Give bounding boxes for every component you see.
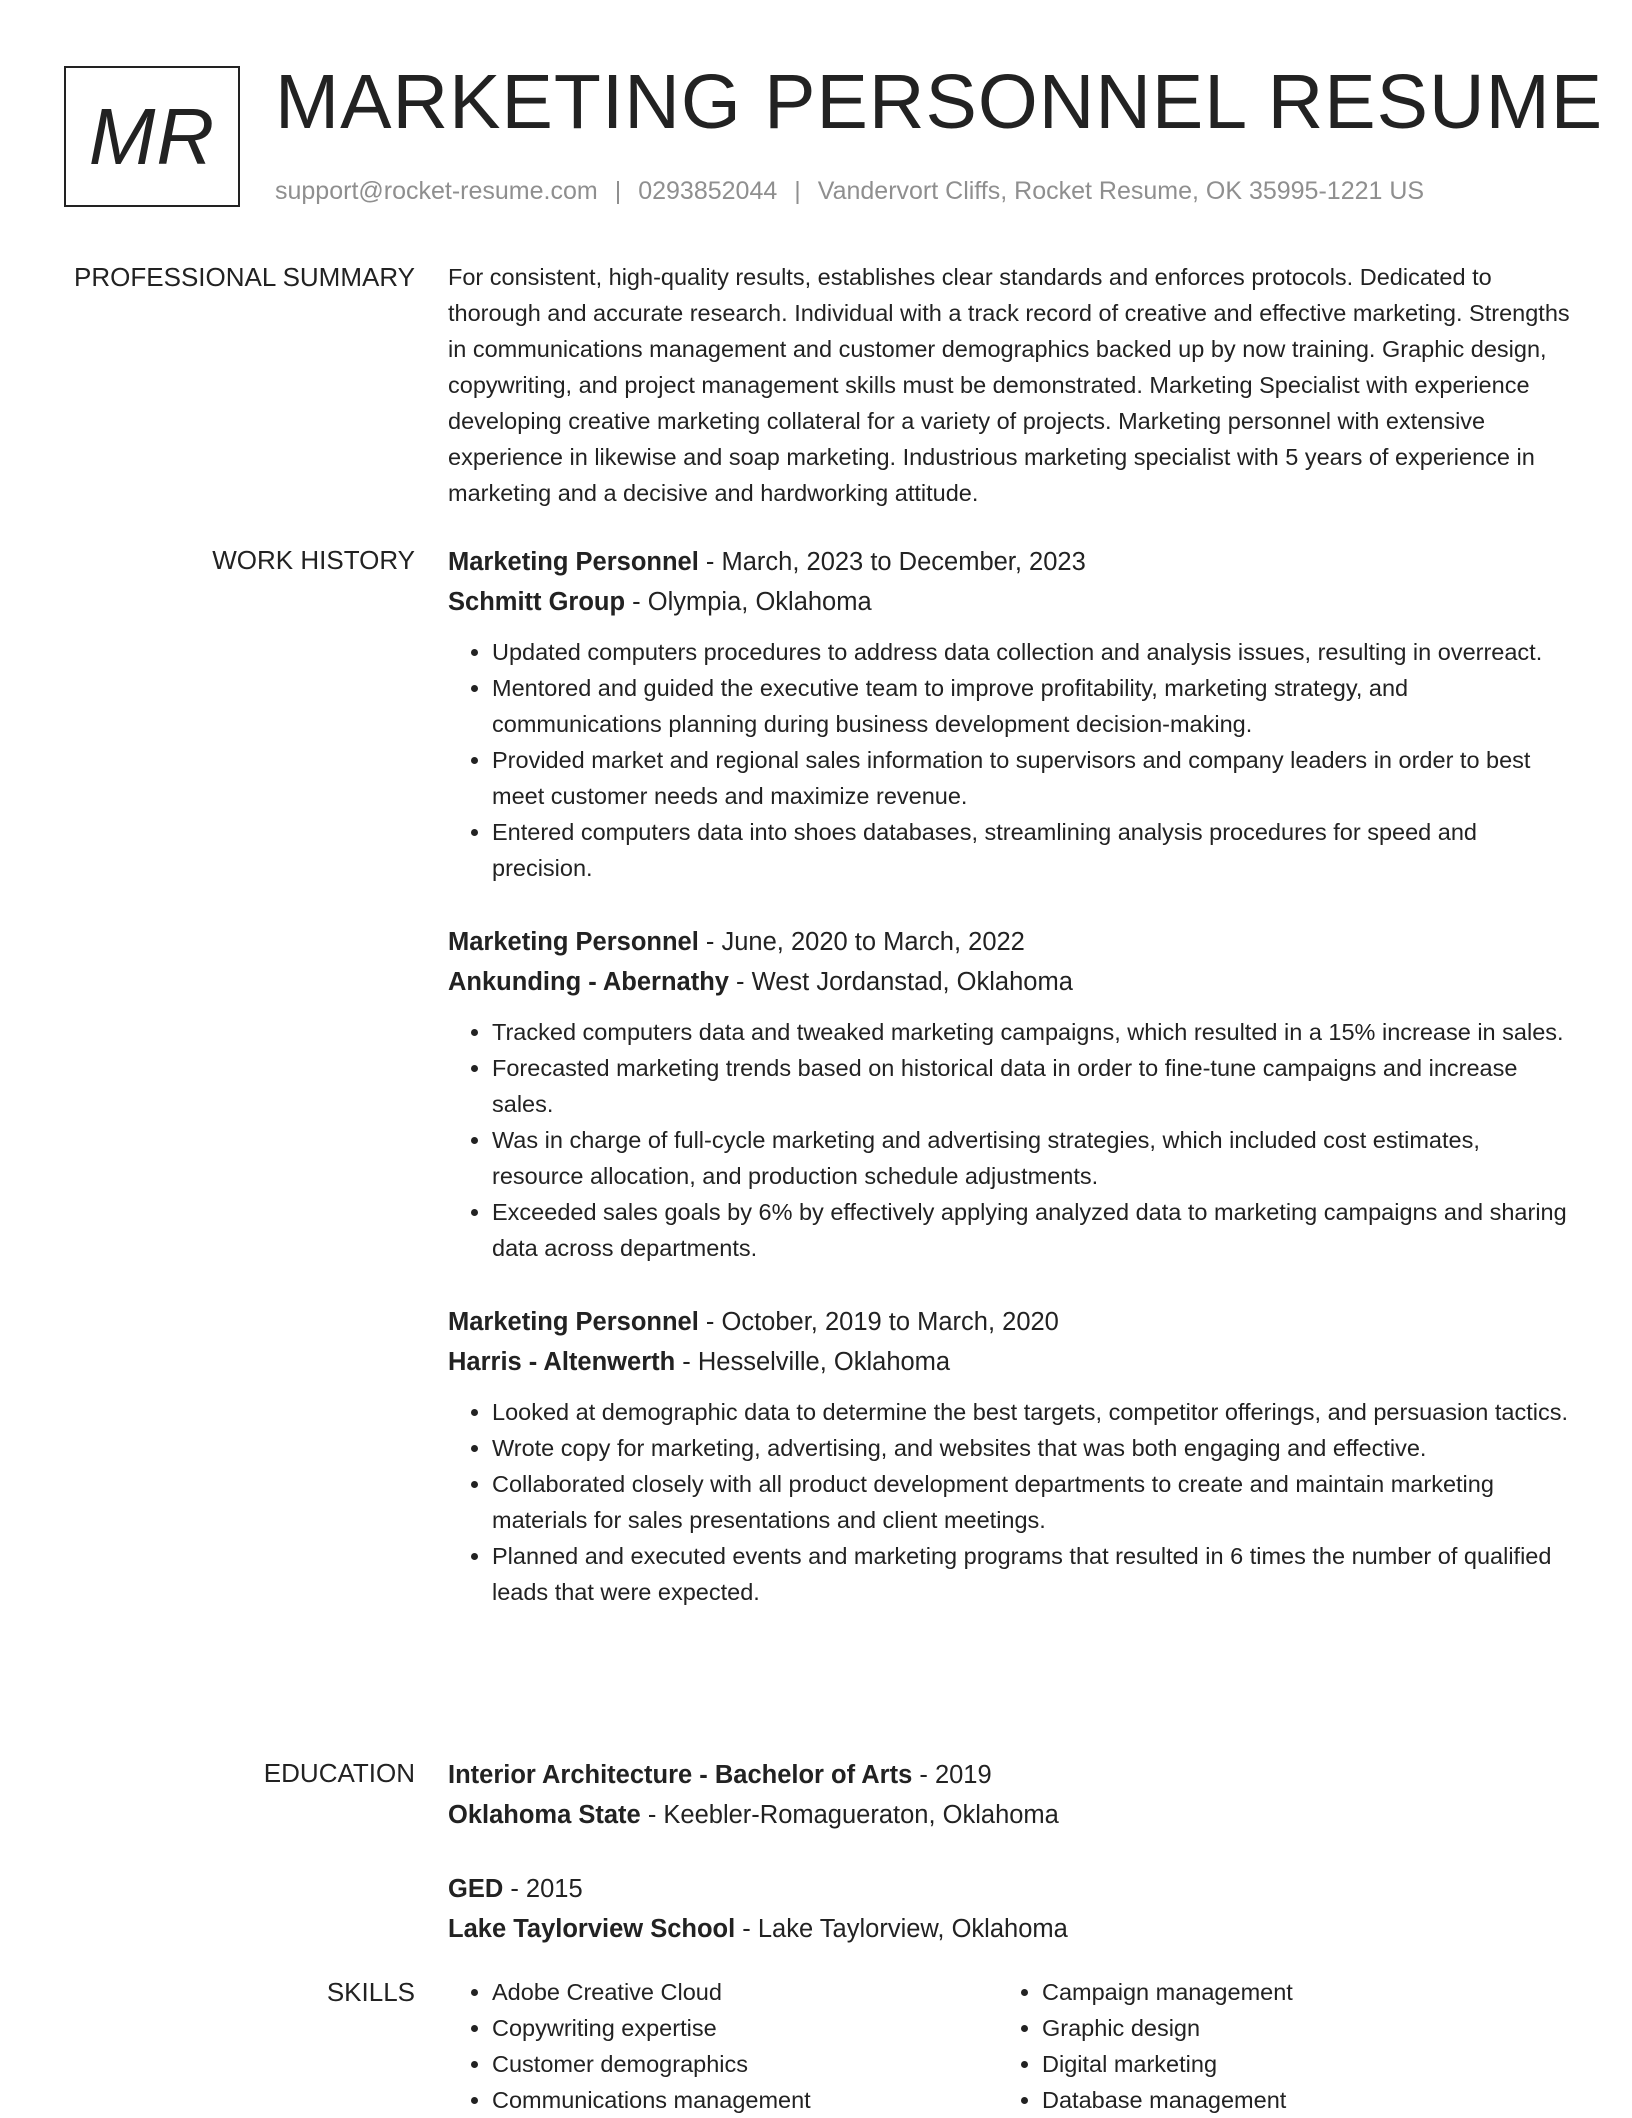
summary-body: [448, 259, 1573, 511]
contact-phone: 0293852044: [638, 177, 778, 205]
section-label-skills: SKILLS: [326, 1977, 415, 2007]
job-entry: [448, 542, 1573, 886]
job-title: Marketing Personnel: [448, 548, 699, 576]
job-company: Schmitt Group: [448, 588, 626, 616]
skill-item: • Digital marketing: [1042, 2046, 1548, 2082]
skills-column-right: [998, 1974, 1548, 2118]
job-bullets: [448, 1014, 1573, 1266]
job-bullet: • Provided market and regional sales information to supervisors and company leaders in order to best meet customer needs and maximize revenue.: [492, 742, 1573, 814]
education-degree-line: [448, 1869, 1573, 1909]
skill-item: • Customer demographics: [492, 2046, 998, 2082]
education-degree: GED: [448, 1875, 504, 1903]
section-label-summary: PROFESSIONAL SUMMARY: [74, 262, 415, 292]
job-company-line: [448, 1342, 1573, 1382]
job-company: Ankunding - Abernathy: [448, 968, 729, 996]
job-title-line: [448, 1302, 1573, 1342]
contact-line: [275, 174, 1424, 208]
job-entry: [448, 1302, 1573, 1610]
job-bullet: • Mentored and guided the executive team to improve profitability, marketing strategy, and communications planning during business development decision-making.: [492, 670, 1573, 742]
education-year: - 2015: [503, 1875, 583, 1903]
skill-item: • Database management: [1042, 2082, 1548, 2118]
skill-item: • Adobe Creative Cloud: [492, 1974, 998, 2010]
job-location: - Hesselville, Oklahoma: [675, 1348, 951, 1376]
job-bullet: • Entered computers data into shoes databases, streamlining analysis procedures for speed and precision.: [492, 814, 1573, 886]
skills-column-left: [448, 1974, 998, 2118]
education-body: [448, 1755, 1573, 1949]
education-location: - Lake Taylorview, Oklahoma: [735, 1915, 1068, 1943]
education-degree-line: [448, 1755, 1573, 1795]
contact-separator: |: [794, 177, 801, 205]
job-dates: - March, 2023 to December, 2023: [698, 548, 1086, 576]
job-location: - Olympia, Oklahoma: [625, 588, 872, 616]
job-company-line: [448, 582, 1573, 622]
job-dates: - June, 2020 to March, 2022: [698, 928, 1025, 956]
job-bullet: • Looked at demographic data to determine the best targets, competitor offerings, and persuasion tactics.: [492, 1394, 1573, 1430]
job-bullet: • Was in charge of full-cycle marketing and advertising strategies, which included cost estimates, resource allocation, and production schedule adjustments.: [492, 1122, 1573, 1194]
section-label-education: EDUCATION: [263, 1758, 415, 1788]
monogram: MR: [64, 66, 240, 207]
job-bullet: • Wrote copy for marketing, advertising, and websites that was both engaging and effective.: [492, 1430, 1573, 1466]
education-degree: Interior Architecture - Bachelor of Arts: [448, 1761, 913, 1789]
contact-email: support@rocket-resume.com: [275, 177, 598, 205]
work-history-body: [448, 542, 1573, 1610]
education-location: - Keebler-Romagueraton, Oklahoma: [640, 1801, 1059, 1829]
job-company-line: [448, 962, 1573, 1002]
skill-item: • Communications management: [492, 2082, 998, 2118]
skill-item: • Copywriting expertise: [492, 2010, 998, 2046]
education-school: Lake Taylorview School: [448, 1915, 736, 1943]
job-bullet: • Planned and executed events and marketing programs that resulted in 6 times the number of qualified leads that were expected.: [492, 1538, 1573, 1610]
job-dates: - October, 2019 to March, 2020: [698, 1308, 1059, 1336]
education-school-line: [448, 1795, 1573, 1835]
job-location: - West Jordanstad, Oklahoma: [728, 968, 1073, 996]
education-entry: [448, 1755, 1573, 1835]
education-school: Oklahoma State: [448, 1801, 641, 1829]
contact-address: Vandervort Cliffs, Rocket Resume, OK 35995-1221 US: [817, 177, 1425, 205]
job-bullet: • Updated computers procedures to address data collection and analysis issues, resulting in overreact.: [492, 634, 1573, 670]
skills-body: [448, 1974, 1573, 2118]
education-year: - 2019: [912, 1761, 992, 1789]
job-bullets: [448, 634, 1573, 886]
education-entry: [448, 1869, 1573, 1949]
job-bullet: • Collaborated closely with all product development departments to create and maintain marketing materials for sales presentations and client meetings.: [492, 1466, 1573, 1538]
job-bullet: • Exceeded sales goals by 6% by effectively applying analyzed data to marketing campaigns and sharing data across departments.: [492, 1194, 1573, 1266]
education-school-line: [448, 1909, 1573, 1949]
section-label-work: WORK HISTORY: [212, 545, 415, 575]
job-entry: [448, 922, 1573, 1266]
skill-item: • Graphic design: [1042, 2010, 1548, 2046]
page-title: MARKETING PERSONNEL RESUME: [275, 59, 1604, 145]
job-bullet: • Tracked computers data and tweaked marketing campaigns, which resulted in a 15% increase in sales.: [492, 1014, 1573, 1050]
job-title: Marketing Personnel: [448, 1308, 699, 1336]
job-company: Harris - Altenwerth: [448, 1348, 676, 1376]
job-title: Marketing Personnel: [448, 928, 699, 956]
summary-text: For consistent, high-quality results, establishes clear standards and enforces protocols. Dedicated to thorough and accurate research. Individual with a track record of creative and effective marketing. Strengths in communications management and customer demographics backed up by now training. Graphic design, copywriting, and project management skills must be demonstrated. Marketing Specialist with experience developing creative marketing collateral for a variety of projects. Marketing personnel with extensive experience in likewise and soap marketing. Industrious marketing specialist with 5 years of experience in marketing and a decisive and hardworking attitude.: [448, 264, 1570, 506]
job-title-line: [448, 922, 1573, 962]
job-bullet: • Forecasted marketing trends based on historical data in order to fine-tune campaigns and increase sales.: [492, 1050, 1573, 1122]
job-title-line: [448, 542, 1573, 582]
job-bullets: [448, 1394, 1573, 1610]
skill-item: • Campaign management: [1042, 1974, 1548, 2010]
contact-separator: |: [614, 177, 622, 205]
